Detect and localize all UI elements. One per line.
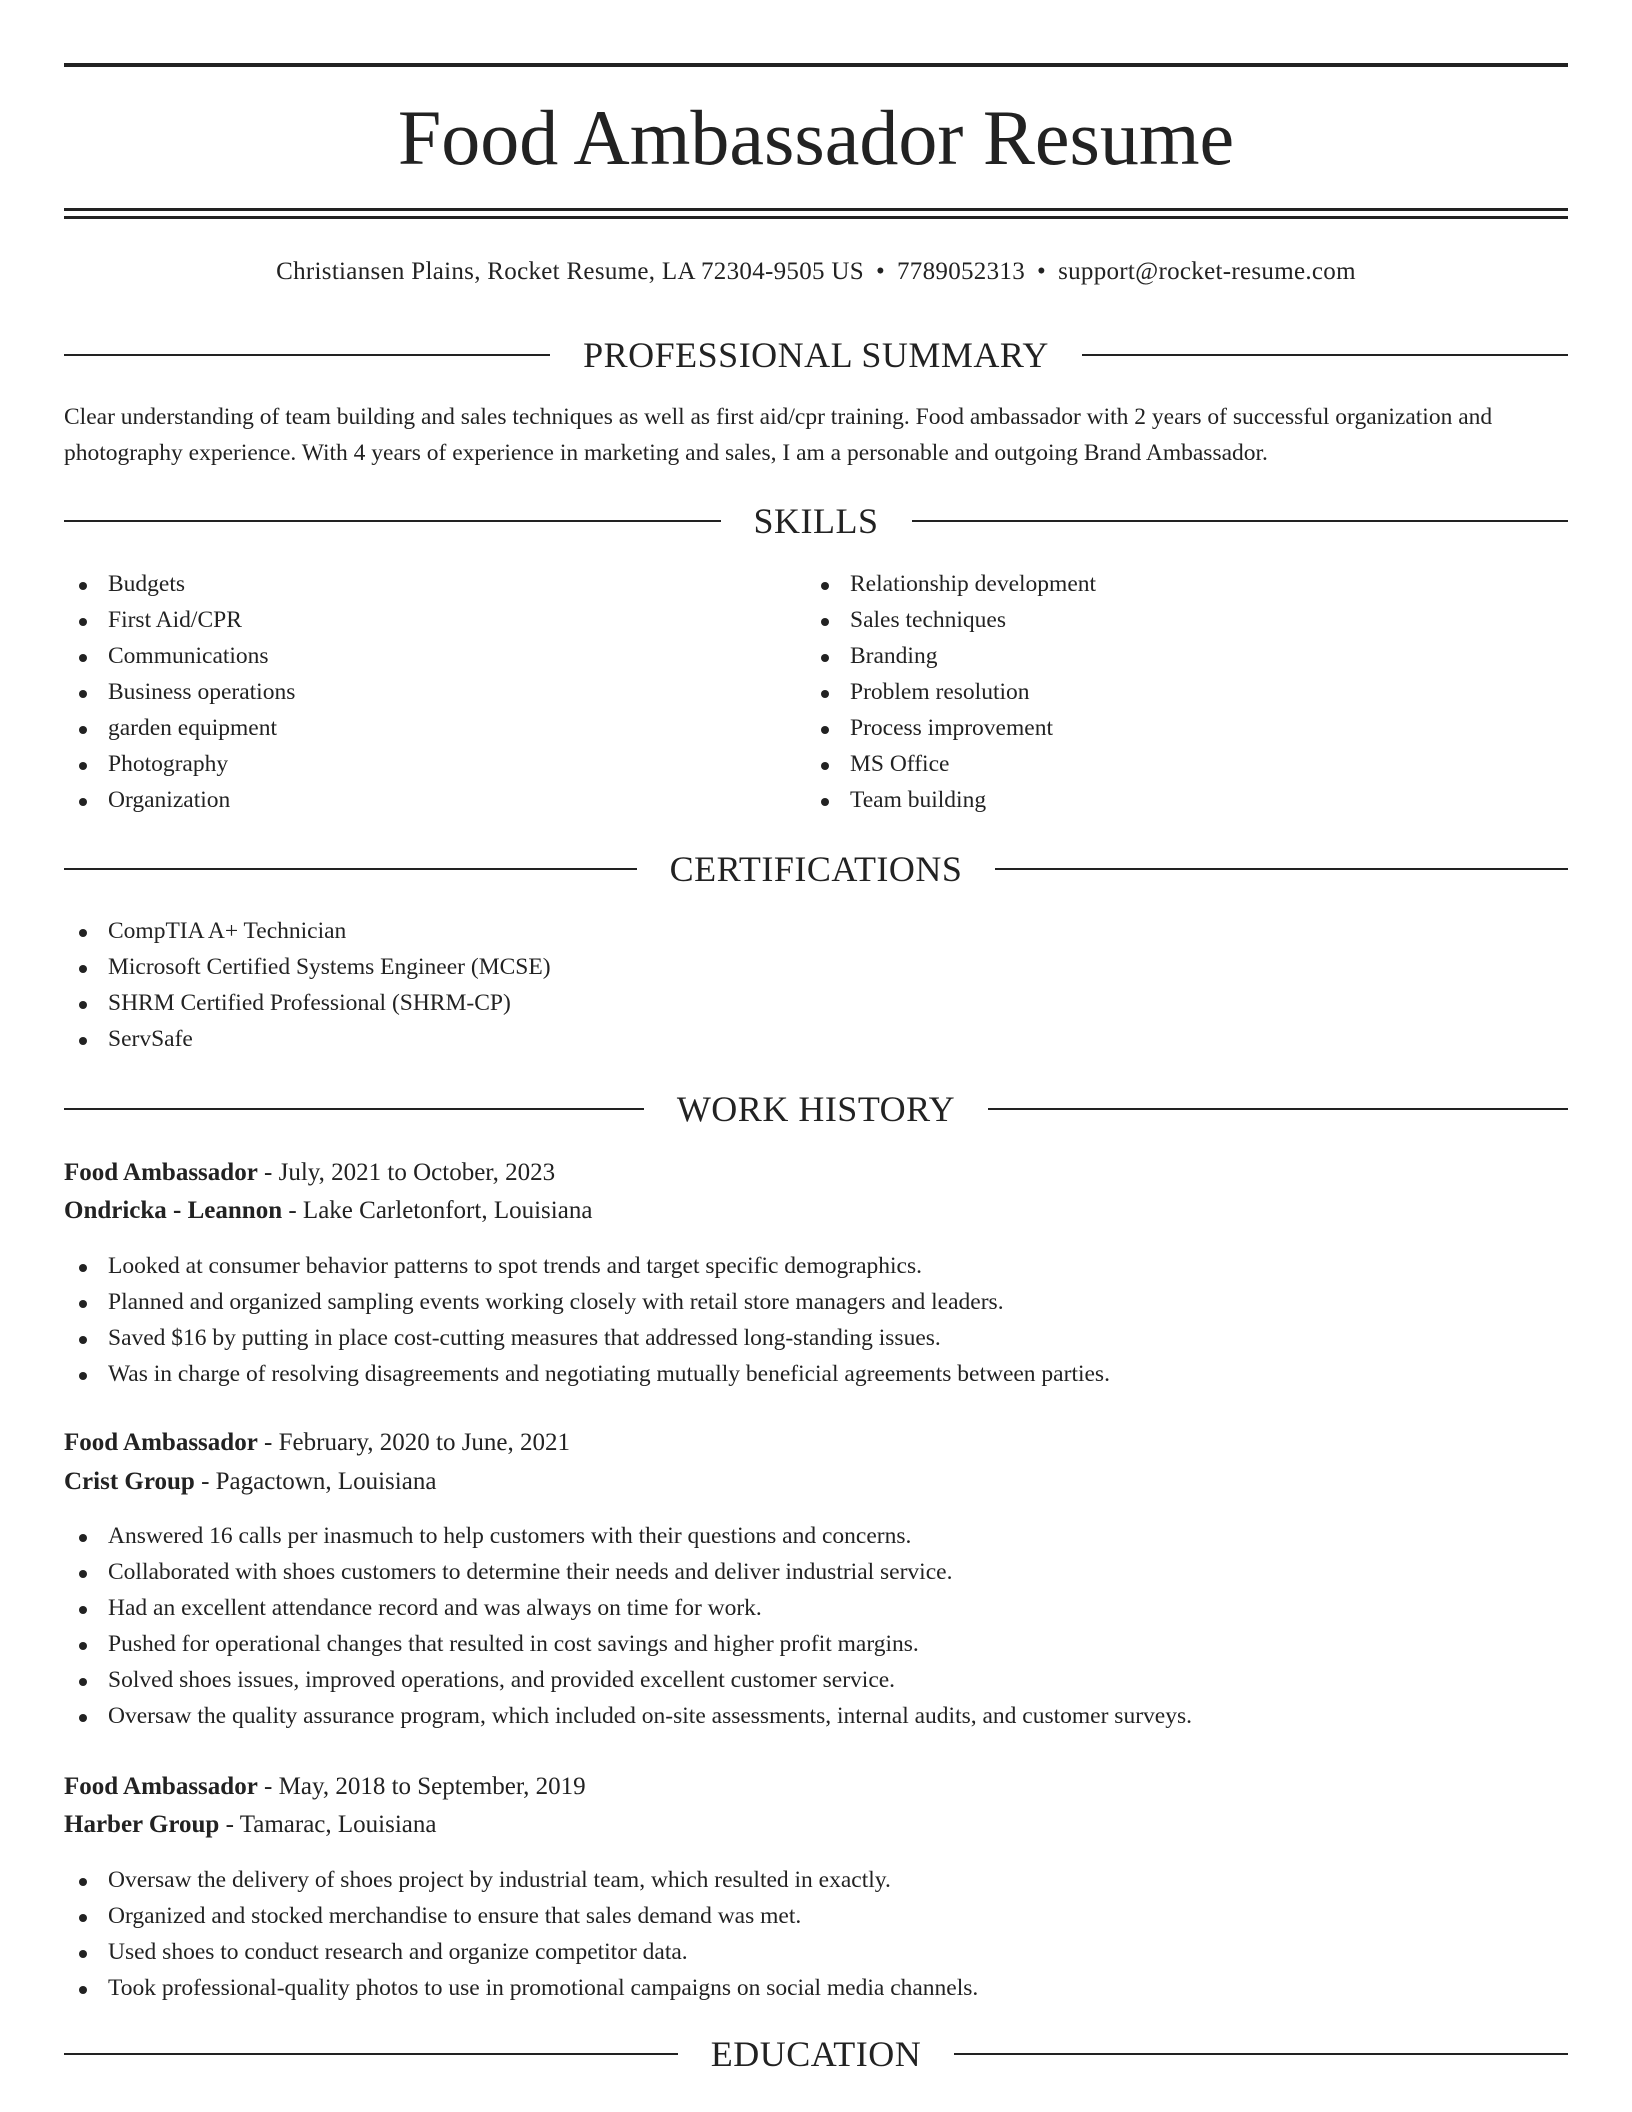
skill-item: MS Office xyxy=(806,746,1096,782)
header-top-rule xyxy=(64,63,1568,67)
section-title: CERTIFICATIONS xyxy=(669,849,963,889)
work-history-section-heading xyxy=(64,1087,1568,1131)
skill-item: Process improvement xyxy=(806,710,1096,746)
job-location: - Lake Carletonfort, Louisiana xyxy=(282,1197,593,1224)
job-title-line xyxy=(64,1768,586,1806)
job-title-line xyxy=(64,1154,555,1192)
job-location: - Pagactown, Louisiana xyxy=(194,1468,437,1495)
job-employer-line xyxy=(64,1192,592,1230)
skill-item: garden equipment xyxy=(64,710,295,746)
job-bullet: Had an excellent attendance record and was always on time for work. xyxy=(64,1590,1192,1626)
skill-item: Business operations xyxy=(64,674,295,710)
contact-separator: • xyxy=(875,258,885,285)
job-company: Harber Group xyxy=(64,1811,220,1838)
certifications-section-heading xyxy=(64,847,1568,891)
job-bullet: Looked at consumer behavior patterns to spot trends and target specific demographics. xyxy=(64,1248,1110,1284)
contact-separator: • xyxy=(1037,258,1047,285)
skills-section-heading xyxy=(64,499,1568,543)
job-bullets xyxy=(64,1862,978,2006)
job-title: Food Ambassador xyxy=(64,1159,258,1186)
job-location: - Tamarac, Louisiana xyxy=(219,1811,437,1838)
skill-item: First Aid/CPR xyxy=(64,602,295,638)
job-company: Crist Group xyxy=(64,1468,195,1495)
contact-phone[interactable]: 7789052313 xyxy=(897,258,1025,285)
header-double-rule-bottom xyxy=(64,216,1568,219)
divider-line xyxy=(988,1108,1568,1110)
skill-item: Organization xyxy=(64,782,295,818)
divider-line xyxy=(64,868,637,870)
job-bullet: Took professional-quality photos to use in promotional campaigns on social media channels. xyxy=(64,1970,978,2006)
section-title: WORK HISTORY xyxy=(676,1089,956,1129)
skills-list-right xyxy=(806,566,1096,818)
skill-item: Sales techniques xyxy=(806,602,1096,638)
job-bullet: Was in charge of resolving disagreements and negotiating mutually beneficial agreements between parties. xyxy=(64,1356,1110,1392)
job-employer-line xyxy=(64,1806,436,1844)
certification-item: CompTIA A+ Technician xyxy=(64,913,551,949)
job-employer-line xyxy=(64,1463,436,1501)
job-bullet: Saved $16 by putting in place cost-cutting measures that addressed long-standing issues. xyxy=(64,1320,1110,1356)
divider-line xyxy=(64,1108,644,1110)
header-double-rule-top xyxy=(64,208,1568,211)
resume-title: Food Ambassador Resume xyxy=(397,94,1235,181)
contact-email[interactable]: support@rocket-resume.com xyxy=(1058,258,1356,285)
job-bullet: Planned and organized sampling events working closely with retail store managers and leaders. xyxy=(64,1284,1110,1320)
job-title: Food Ambassador xyxy=(64,1429,258,1456)
divider-line xyxy=(912,520,1569,522)
divider-line xyxy=(64,2053,678,2055)
education-section-heading xyxy=(64,2032,1568,2076)
job-dates: - July, 2021 to October, 2023 xyxy=(257,1159,556,1186)
job-bullets xyxy=(64,1248,1110,1392)
section-title: PROFESSIONAL SUMMARY xyxy=(583,335,1049,375)
job-bullet: Oversaw the quality assurance program, which included on-site assessments, internal audits, and customer surveys. xyxy=(64,1698,1192,1734)
job-title-line xyxy=(64,1424,570,1462)
job-bullet: Solved shoes issues, improved operations, and provided excellent customer service. xyxy=(64,1662,1192,1698)
job-company: Ondricka - Leannon xyxy=(64,1197,283,1224)
skill-item: Relationship development xyxy=(806,566,1096,602)
divider-line xyxy=(954,2053,1568,2055)
certification-item: Microsoft Certified Systems Engineer (MCSE) xyxy=(64,949,551,985)
job-bullets xyxy=(64,1518,1192,1734)
job-dates: - February, 2020 to June, 2021 xyxy=(257,1429,571,1456)
skill-item: Team building xyxy=(806,782,1096,818)
section-title: EDUCATION xyxy=(710,2034,922,2074)
certifications-list xyxy=(64,913,551,1057)
summary-section-heading xyxy=(64,333,1568,377)
job-bullet: Used shoes to conduct research and organize competitor data. xyxy=(64,1934,978,1970)
skill-item: Budgets xyxy=(64,566,295,602)
skill-item: Photography xyxy=(64,746,295,782)
job-bullet: Collaborated with shoes customers to determine their needs and deliver industrial service. xyxy=(64,1554,1192,1590)
job-dates: - May, 2018 to September, 2019 xyxy=(257,1773,586,1800)
job-title: Food Ambassador xyxy=(64,1773,258,1800)
job-bullet: Oversaw the delivery of shoes project by industrial team, which resulted in exactly. xyxy=(64,1862,978,1898)
summary-text: Clear understanding of team building and sales techniques as well as first aid/cpr training. Food ambassador with 2 years of successful organization and photography experience. With 4 years of experience in marketing and sales, I am a personable and outgoing Brand Ambassador. xyxy=(64,404,1493,466)
section-title: SKILLS xyxy=(753,501,879,541)
divider-line xyxy=(1082,354,1568,356)
divider-line xyxy=(64,354,550,356)
skill-item: Branding xyxy=(806,638,1096,674)
job-bullet: Organized and stocked merchandise to ensure that sales demand was met. xyxy=(64,1898,978,1934)
job-bullet: Answered 16 calls per inasmuch to help customers with their questions and concerns. xyxy=(64,1518,1192,1554)
certification-item: ServSafe xyxy=(64,1021,551,1057)
certification-item: SHRM Certified Professional (SHRM-CP) xyxy=(64,985,551,1021)
job-bullet: Pushed for operational changes that resulted in cost savings and higher profit margins. xyxy=(64,1626,1192,1662)
skill-item: Problem resolution xyxy=(806,674,1096,710)
divider-line xyxy=(995,868,1568,870)
skill-item: Communications xyxy=(64,638,295,674)
contact-line xyxy=(64,254,1568,290)
contact-address: Christiansen Plains, Rocket Resume, LA 72304-9505 US xyxy=(276,258,864,285)
divider-line xyxy=(64,520,721,522)
skills-list-left xyxy=(64,566,295,818)
